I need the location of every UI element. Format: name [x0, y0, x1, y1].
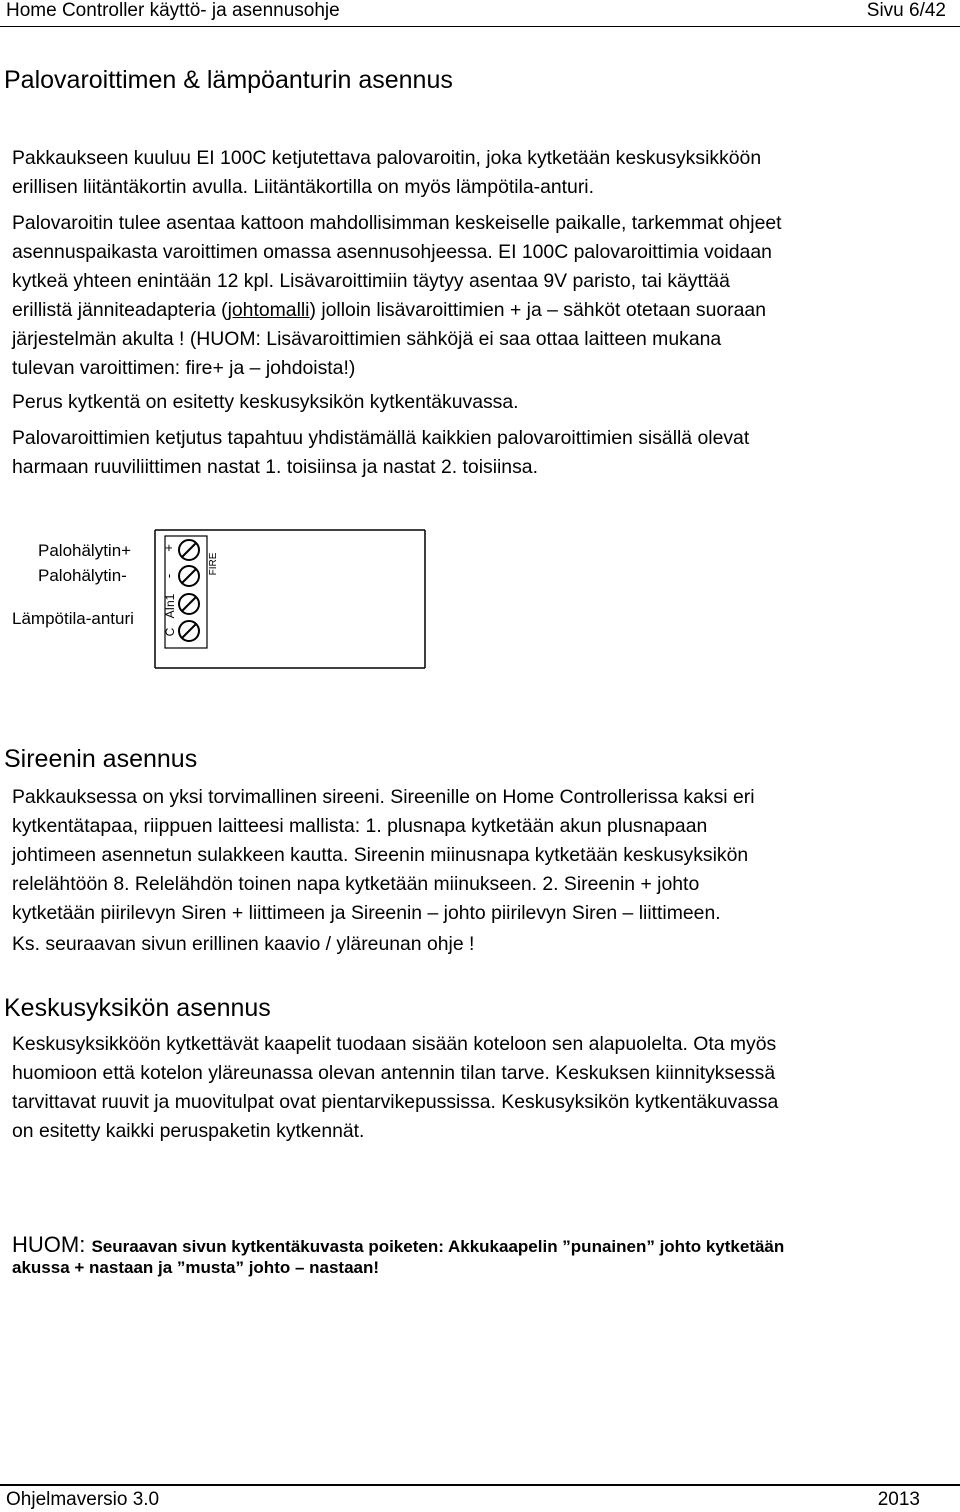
underlined-term: johtomalli	[227, 299, 310, 321]
heading-siren: Sireenin asennus	[4, 745, 198, 773]
terminal-diagram	[8, 528, 428, 673]
text-line: tulevan varoittimen: fire+ ja – johdoista!)	[12, 357, 356, 379]
fire-label: FIRE	[208, 552, 219, 576]
paragraph-chaining	[12, 424, 952, 482]
pin-label-c: C	[163, 627, 177, 637]
document-title: Home Controller käyttö- ja asennusohje	[6, 0, 340, 21]
text-line: Palovaroitin tulee asentaa kattoon mahdollisimman keskeiselle paikalle, tarkemmat ohjeet	[12, 212, 782, 234]
text-line: järjestelmän akulta ! (HUOM: Lisävaroittimien sähköjä ei saa ottaa laitteen mukana	[12, 328, 722, 350]
paragraph-package	[12, 144, 952, 202]
paragraph-installation	[12, 209, 952, 383]
text-line: kytketään piirilevyn Siren + liittimeen ja Sireenin – johto piirilevyn Siren – liittimeen.	[12, 902, 721, 924]
page-number: Sivu 6/42	[866, 0, 946, 21]
paragraph-siren	[12, 783, 952, 928]
text-line	[12, 296, 952, 325]
heading-smoke-detector: Palovaroittimen & lämpöanturin asennus	[4, 66, 453, 94]
text-line: kytkeä yhteen enintään 12 kpl. Lisävaroittimiin täytyy asentaa 9V paristo, tai käyttää	[12, 270, 730, 292]
paragraph-central-unit	[12, 1030, 952, 1146]
screw-terminal-plus	[179, 540, 199, 560]
text-fragment: erillistä jänniteadapteria (	[12, 299, 228, 321]
screw-terminal-minus	[179, 566, 199, 586]
pin-label-plus: +	[161, 544, 176, 552]
text-fragment: ) jolloin lisävaroittimien + ja – sähköt otetaan suoraan	[309, 299, 766, 321]
text-line: tarvittavat ruuvit ja muovitulpat ovat pientarvikepussissa. Keskusyksikön kytkentäkuvassa	[12, 1091, 779, 1113]
text-line: johtimeen asennetun sulakkeen kautta. Sireenin miinusnapa kytketään keskusyksikön	[12, 844, 749, 866]
year: 2013	[877, 1489, 920, 1510]
text-line: on esitetty kaikki peruspaketin kytkennät.	[12, 1120, 365, 1142]
text-line: Keskusyksikköön kytkettävät kaapelit tuodaan sisään koteloon sen alapuolelta. Ota myös	[12, 1033, 777, 1055]
note-line-1	[12, 1232, 784, 1258]
text-line: asennuspaikasta varoittimen omassa asennusohjeessa. EI 100C palovaroittimia voidaan	[12, 241, 772, 263]
text-line: Palovaroittimien ketjutus tapahtuu yhdistämällä kaikkien palovaroittimien sisällä olevat	[12, 427, 750, 449]
text-line: Pakkaukseen kuuluu EI 100C ketjutettava palovaroitin, joka kytketään keskusyksikköön	[12, 147, 762, 169]
heading-central-unit: Keskusyksikön asennus	[4, 994, 271, 1022]
text-line: erillisen liitäntäkortin avulla. Liitäntäkortilla on myös lämpötila-anturi.	[12, 176, 594, 198]
label-alarm-minus: Palohälytin-	[38, 566, 127, 585]
text-line: Ks. seuraavan sivun erillinen kaavio / yläreunan ohje !	[12, 933, 475, 955]
software-version: Ohjelmaversio 3.0	[6, 1489, 160, 1510]
paragraph-basic-wiring	[12, 388, 952, 417]
screw-terminal-ain1	[179, 594, 199, 614]
text-line: harmaan ruuviliittimen nastat 1. toisiinsa ja nastat 2. toisiinsa.	[12, 456, 538, 478]
note-line-2: akussa + nastaan ja ”musta” johto – nastaan!	[12, 1258, 380, 1277]
terminal-diagram-svg	[8, 528, 428, 673]
text-line: Perus kytkentä on esitetty keskusyksikön kytkentäkuvassa.	[12, 391, 519, 413]
text-line: kytkentätapaa, riippuen laitteesi mallista: 1. plusnapa kytketään akun plusnapaan	[12, 815, 708, 837]
text-line: relelähtöön 8. Relelähdön toinen napa kytketään miinukseen. 2. Sireenin + johto	[12, 873, 700, 895]
text-line: huomioon että kotelon yläreunassa olevan antennin tilan tarve. Keskuksen kiinnityksessä	[12, 1062, 776, 1084]
pin-label-minus: -	[161, 573, 176, 579]
paragraph-see-next-page	[12, 930, 952, 959]
note-label: HUOM:	[12, 1232, 86, 1257]
note-text: Seuraavan sivun kytkentäkuvasta poiketen: Akkukaapelin ”punainen” johto kytketään	[91, 1237, 785, 1256]
screw-terminal-c	[179, 621, 199, 641]
label-temperature-sensor: Lämpötila-anturi	[12, 609, 134, 628]
pin-label-ain1: AIn1	[163, 593, 177, 619]
label-alarm-plus: Palohälytin+	[38, 541, 132, 560]
text-line: Pakkauksessa on yksi torvimallinen sireeni. Sireenille on Home Controllerissa kaksi eri	[12, 786, 755, 808]
